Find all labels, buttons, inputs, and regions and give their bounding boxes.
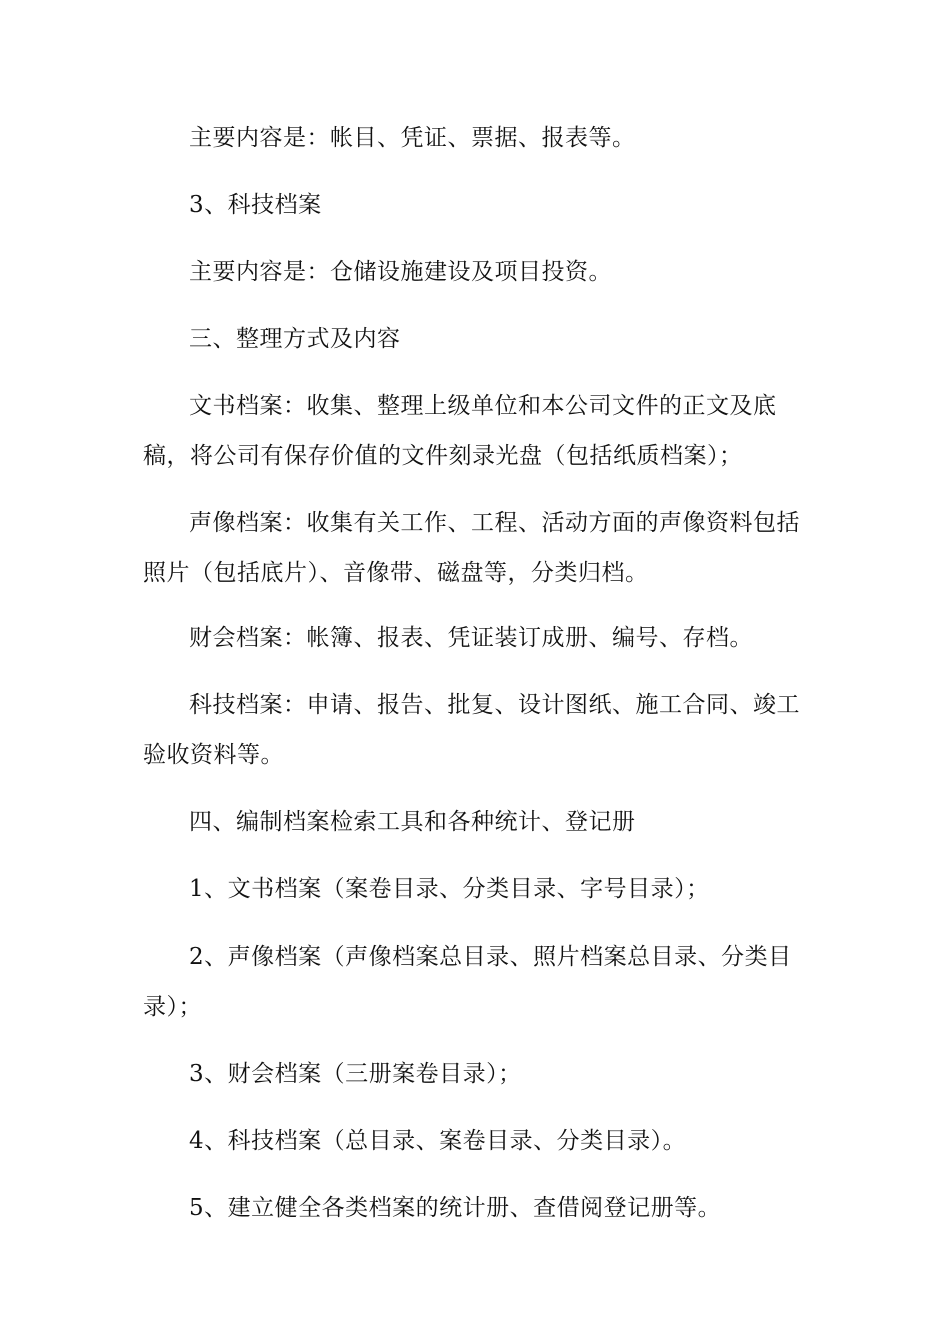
- heading-section-four: 四、编制档案检索工具和各种统计、登记册: [189, 809, 636, 835]
- heading-tech-archives: 3、科技档案: [189, 192, 322, 218]
- list-item-audiovisual-archives: 2、声像档案（声像档案总目录、照片档案总目录、分类目录）；: [143, 944, 792, 1020]
- paragraph-accounting-archives: 财会档案：帐簿、报表、凭证装订成册、编号、存档。: [189, 625, 753, 651]
- heading-section-three: 三、整理方式及内容: [189, 326, 401, 352]
- paragraph-finance-content: 主要内容是：帐目、凭证、票据、报表等。: [189, 125, 636, 151]
- list-item-registers: 5、建立健全各类档案的统计册、查借阅登记册等。: [189, 1195, 722, 1221]
- list-item-accounting-archives: 3、财会档案（三册案卷目录）；: [189, 1061, 522, 1087]
- paragraph-tech-content: 主要内容是：仓储设施建设及项目投资。: [189, 259, 612, 285]
- paragraph-document-archives: 文书档案：收集、整理上级单位和本公司文件的正文及底稿，将公司有保存价值的文件刻录光盘（包括纸质档案）；: [143, 393, 777, 469]
- list-item-document-archives: 1、文书档案（案卷目录、分类目录、字号目录）；: [189, 876, 710, 902]
- paragraph-technology-archives: 科技档案：申请、报告、批复、设计图纸、施工合同、竣工验收资料等。: [143, 692, 800, 768]
- paragraph-audiovisual-archives: 声像档案：收集有关工作、工程、活动方面的声像资料包括照片（包括底片）、音像带、磁盘等，分类归档。: [143, 510, 800, 586]
- list-item-tech-archives: 4、科技档案（总目录、案卷目录、分类目录）。: [189, 1128, 687, 1154]
